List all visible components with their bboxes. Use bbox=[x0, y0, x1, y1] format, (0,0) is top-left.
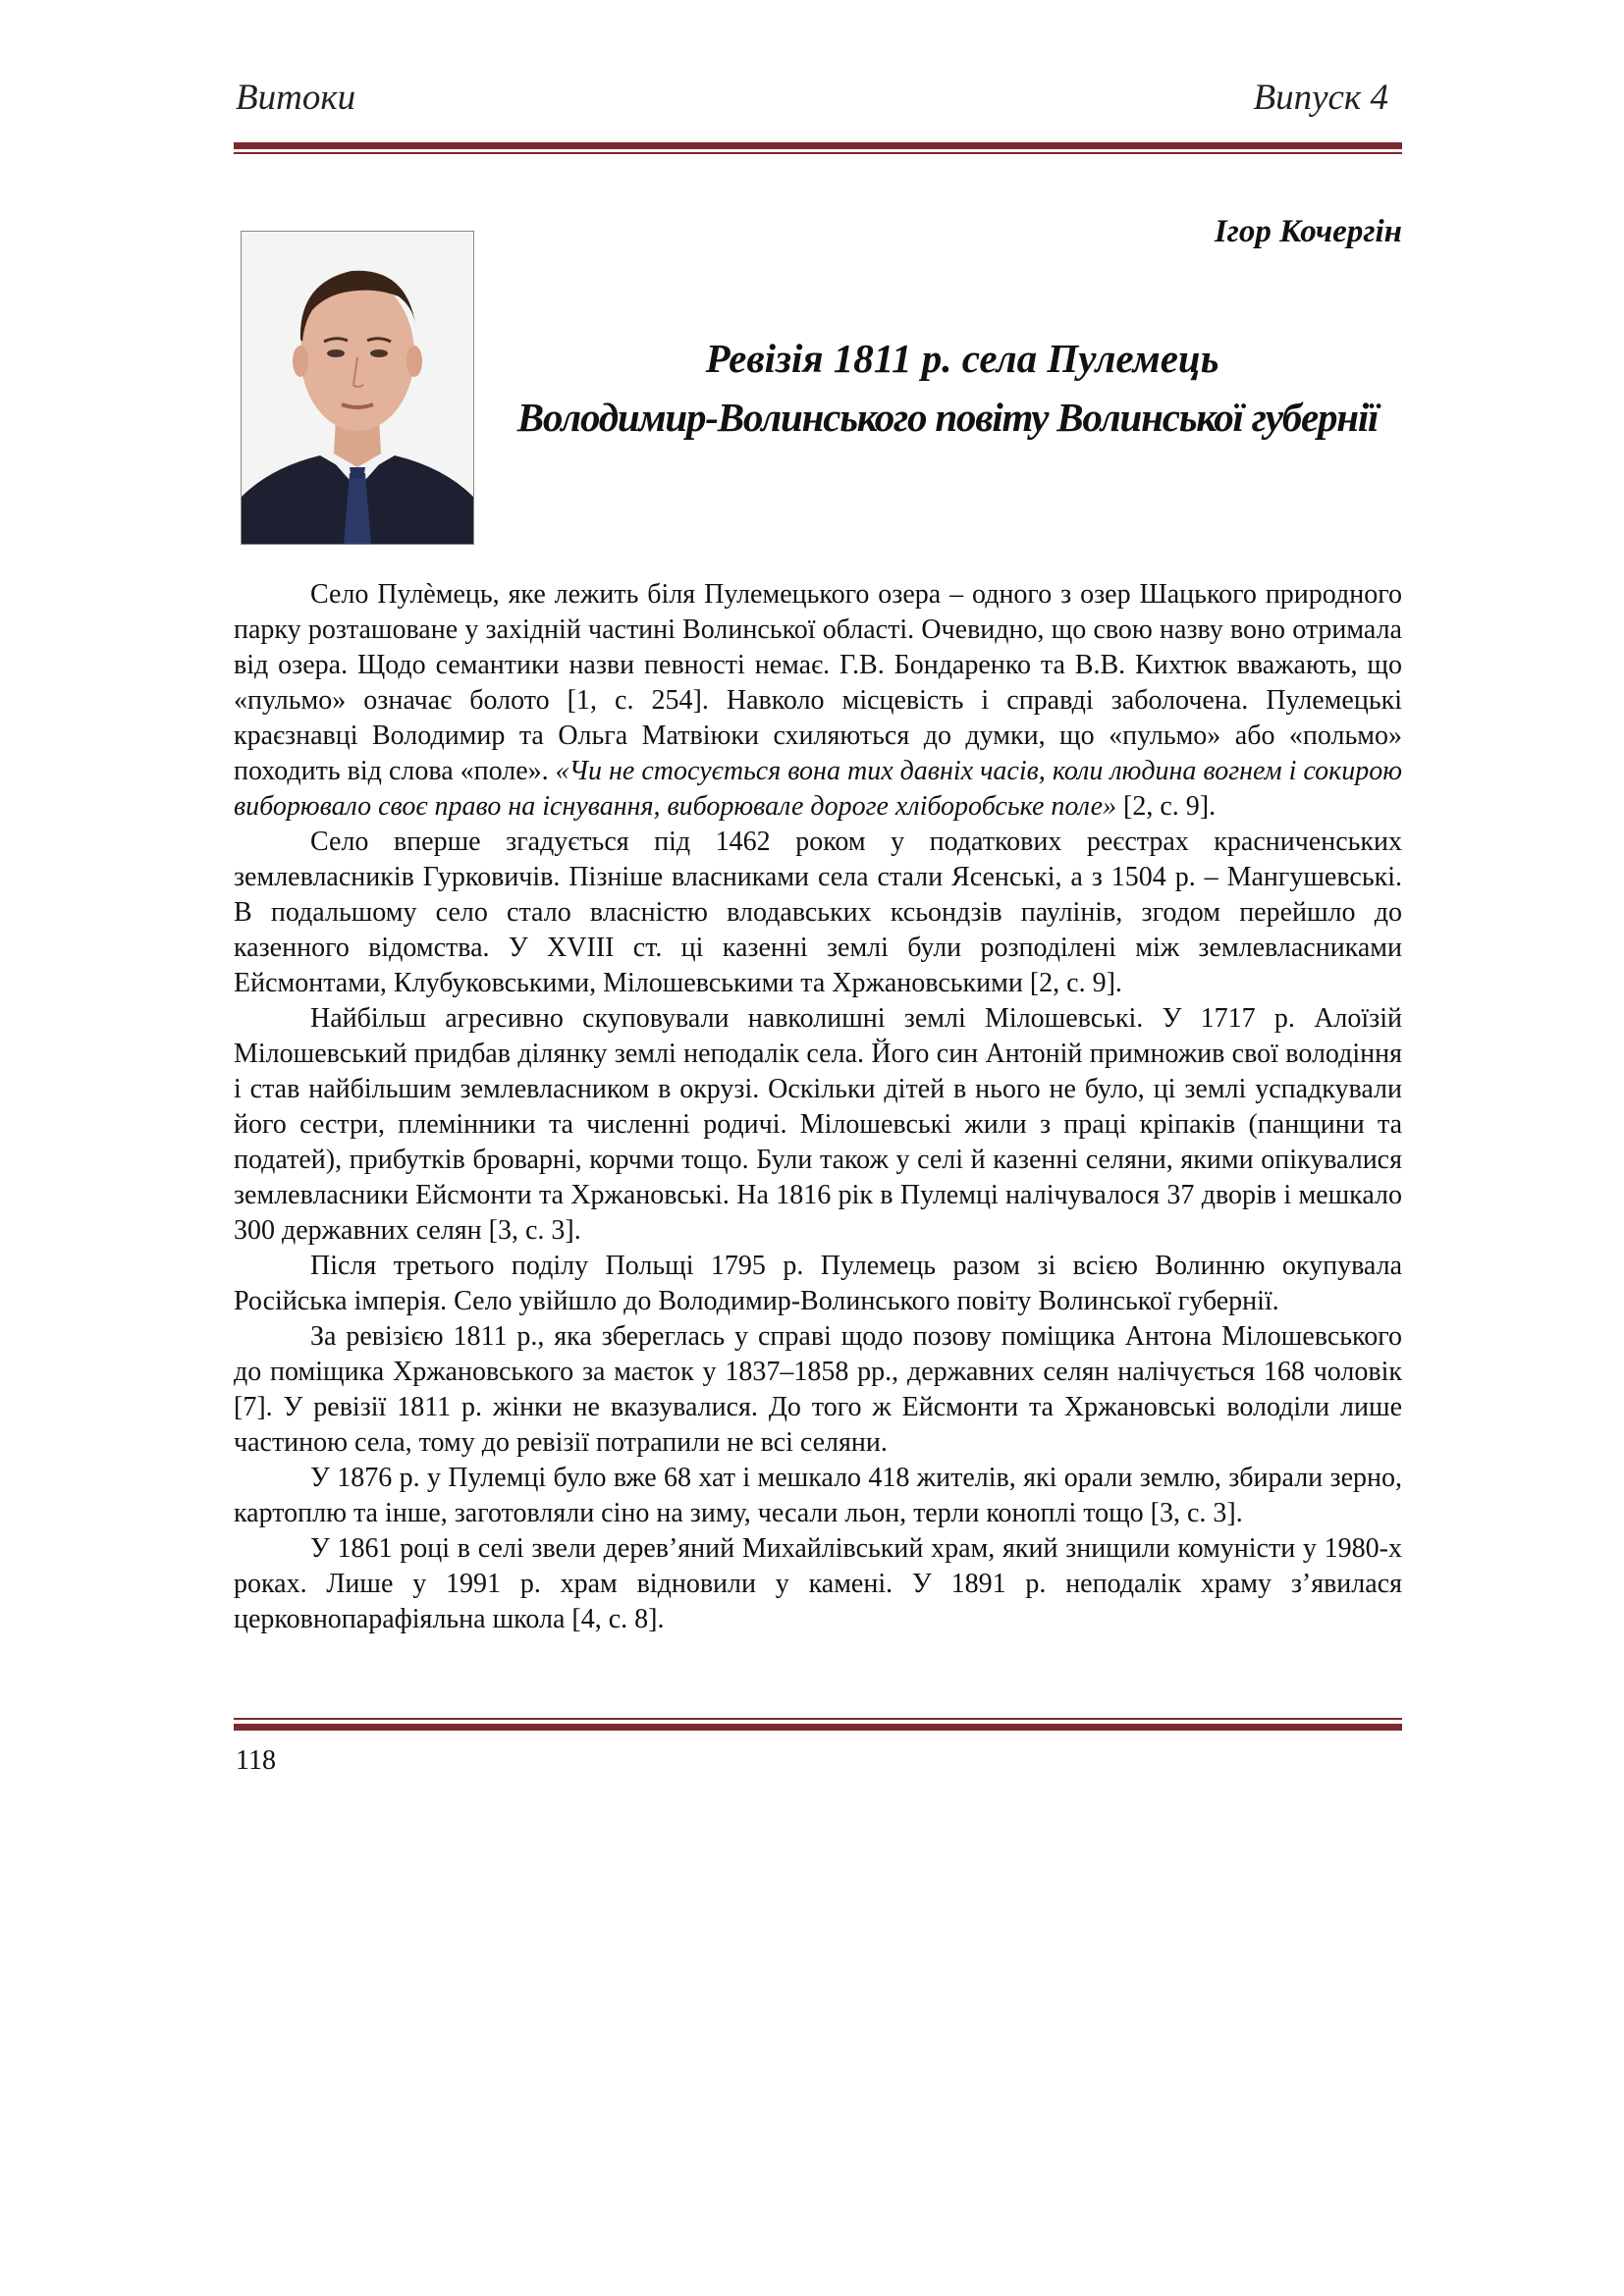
footer-rule-thin bbox=[234, 1718, 1402, 1720]
header-rule-thin bbox=[234, 152, 1402, 154]
running-header-issue: Випуск 4 bbox=[1253, 78, 1388, 118]
paragraph-7: У 1861 році в селі звели дерев’яний Михайлівський храм, який знищили комуністи у 1980-х роках. Лише у 1991 р. храм відновили у камені. У 1891 р. неподалік храму з’явилася церковнопарафіяльна школа [4, с. 8]. bbox=[234, 1533, 1402, 1634]
paragraph-4: Після третього поділу Польщі 1795 р. Пулемець разом зі всією Волинню окупувала Російська імперія. Село увійшло до Володимир-Волинського повіту Волинської губернії. bbox=[234, 1251, 1402, 1316]
paragraph-1: Село Пулѐмець, яке лежить біля Пулемецького озера – одного з озер Шацького природного парку розташоване у західній частині Волинської області. Очевидно, що свою назву воно отримала від озера. Щодо семантики назви певності немає. Г.В. Бондаренко та В.В. Кихтюк вважають, що «пульмо» означає болото [1, с. 254]. Навколо місцевість і справді заболочена. Пулемецькі краєзнавці Володимир та Ольга Матвіюки схиляються до думки, що «пульмо» або «польмо» походить від слова «поле». «Чи не стосується вона тих давніх часів, коли людина вогнем і сокирою виборювало своє право на існування, виборювале дороге хліборобське поле» [2, с. 9]. bbox=[234, 579, 1402, 822]
author-portrait bbox=[241, 231, 474, 545]
article-title bbox=[491, 329, 1404, 447]
header-rule-thick bbox=[234, 142, 1402, 149]
paragraph-5: За ревізією 1811 р., яка збереглась у справі щодо позову поміщика Антона Мілошевського до поміщика Хржановського за маєток у 1837–1858 рр., державних селян налічується 168 чоловік [7]. У ревізії 1811 р. жінки не вказувалися. До того ж Ейсмонти та Хржановські володіли лише частиною села, тому до ревізії потрапили не всі селяни. bbox=[234, 1321, 1402, 1458]
portrait-image bbox=[242, 232, 473, 544]
article-body bbox=[234, 577, 1402, 1637]
article-author: Ігор Кочергін bbox=[1214, 214, 1402, 249]
paragraph-3: Найбільш агресивно скуповували навколишні землі Мілошевські. У 1717 р. Алоїзій Мілошевський придбав ділянку землі неподалік села. Його син Антоній примножив свої володіння і став найбільшим землевласником в окрузі. Оскільки дітей в нього не було, ці землі успадкували його сестри, племінники та численні родичі. Мілошевські жили з праці кріпаків (панщини та податей), прибутків броварні, корчми тощо. Були також у селі й казенні селяни, якими опікувалися землевласники Ейсмонти та Хржановські. На 1816 рік в Пулемці налічувалося 37 дворів і мешкало 300 державних селян [3, с. 3]. bbox=[234, 1003, 1402, 1246]
running-header-journal: Витоки bbox=[236, 78, 356, 118]
article-title-line-2: Володимир-Волинського повіту Волинської губернії bbox=[516, 395, 1379, 440]
article-title-line-1: Ревізія 1811 р. села Пулемець bbox=[705, 336, 1219, 381]
paragraph-2: Село вперше згадується під 1462 роком у податкових реєстрах красниченських землевласників Гурковичів. Пізніше власниками села стали Ясенські, а з 1504 р. – Мангушевські. В подальшому село стало власністю влодавських ксьондзів паулінів, згодом перейшло до казенного відомства. У XVIII ст. ці казенні землі були розподілені між землевласниками Ейсмонтами, Клубуковськими, Мілошевськими та Хржановськими [2, с. 9]. bbox=[234, 827, 1402, 998]
footer-rule-thick bbox=[234, 1724, 1402, 1731]
paragraph-quote: «Чи не стосується вона тих давніх часів, коли людина вогнем і сокирою виборювало своє право на існування, виборювале дороге хліборобське поле» bbox=[234, 756, 1402, 822]
page-number: 118 bbox=[236, 1745, 276, 1776]
paragraph-6: У 1876 р. у Пулемці було вже 68 хат і мешкало 418 жителів, які орали землю, збирали зерно, картоплю та інше, заготовляли сіно на зиму, чесали льон, терли коноплі тощо [3, с. 3]. bbox=[234, 1463, 1402, 1528]
